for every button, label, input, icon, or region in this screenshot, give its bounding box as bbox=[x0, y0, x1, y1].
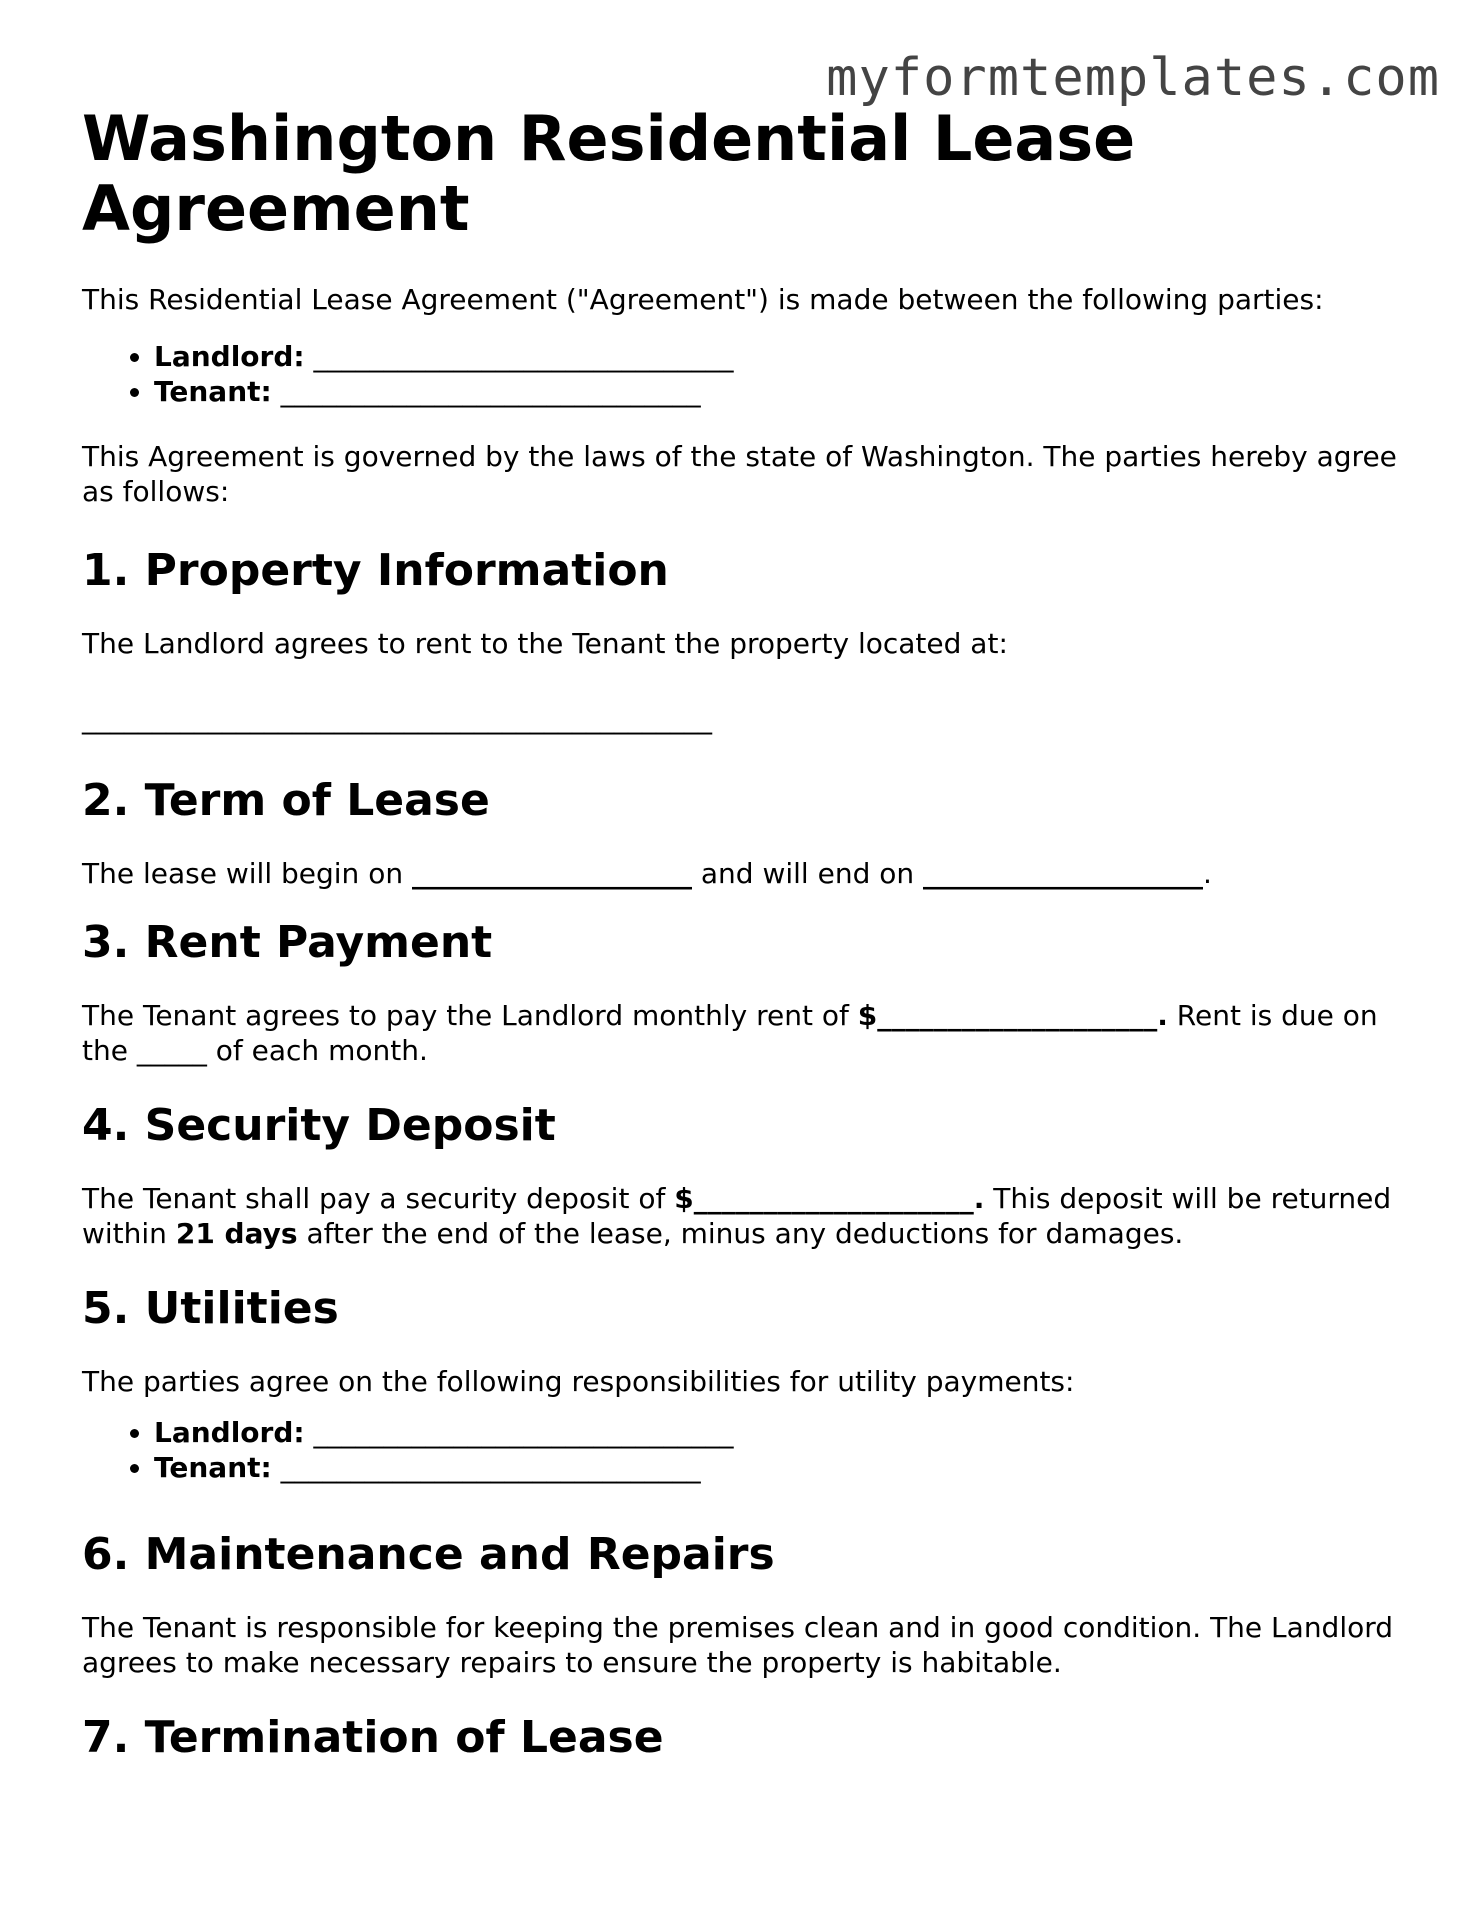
section-heading: 2. Term of Lease bbox=[82, 775, 490, 826]
property-address-blank[interactable]: _____________________________________________ bbox=[82, 702, 712, 735]
utilities-list bbox=[82, 1415, 1412, 1485]
section-heading: 5. Utilities bbox=[82, 1283, 339, 1334]
list-item bbox=[154, 339, 1412, 374]
intro-paragraph: This Residential Lease Agreement ("Agreement") is made between the following parties: bbox=[82, 283, 1324, 316]
deposit-paragraph bbox=[82, 1181, 1412, 1251]
deposit-text: This deposit will be returned within bbox=[82, 1182, 1392, 1250]
rent-amount-blank[interactable]: $____________________. bbox=[857, 999, 1168, 1032]
party-label: Landlord: bbox=[154, 340, 305, 373]
term-text: . bbox=[1203, 857, 1212, 890]
term-text: The lease will begin on bbox=[82, 857, 412, 890]
property-text: The Landlord agrees to rent to the Tenant the property located at: bbox=[82, 627, 1008, 660]
utility-label: Tenant: bbox=[154, 1451, 272, 1484]
document-body bbox=[82, 104, 1412, 1768]
governing-law-paragraph: This Agreement is governed by the laws of the state of Washington. The parties hereby agree as follows: bbox=[82, 440, 1397, 508]
start-date-blank[interactable]: ____________________ bbox=[411, 857, 692, 890]
deposit-text: The Tenant shall pay a security deposit of bbox=[82, 1182, 675, 1215]
list-item bbox=[154, 1415, 1412, 1450]
section-heading: 4. Security Deposit bbox=[82, 1100, 556, 1151]
section-heading: 1. Property Information bbox=[82, 545, 669, 596]
landlord-utilities-blank[interactable]: ______________________________ bbox=[313, 1416, 734, 1449]
rent-paragraph bbox=[82, 998, 1412, 1068]
deposit-text: after the end of the lease, minus any deductions for damages. bbox=[297, 1217, 1184, 1250]
party-label: Tenant: bbox=[154, 375, 272, 408]
rent-text: Rent is due on the bbox=[82, 999, 1378, 1067]
term-text: and will end on bbox=[691, 857, 924, 890]
list-item bbox=[154, 1450, 1412, 1485]
section-heading: 6. Maintenance and Repairs bbox=[82, 1529, 775, 1580]
term-paragraph bbox=[82, 856, 1412, 891]
tenant-name-blank[interactable]: ______________________________ bbox=[280, 375, 701, 408]
rent-text: The Tenant agrees to pay the Landlord monthly rent of bbox=[82, 999, 858, 1032]
document-title: Washington Residential Lease Agreement bbox=[82, 102, 1136, 245]
deposit-amount-blank[interactable]: $____________________. bbox=[674, 1182, 985, 1215]
utility-label: Landlord: bbox=[154, 1416, 305, 1449]
tenant-utilities-blank[interactable]: ______________________________ bbox=[280, 1451, 701, 1484]
section-heading: 3. Rent Payment bbox=[82, 917, 493, 968]
maintenance-text: The Tenant is responsible for keeping the premises clean and in good condition. The Landlord agrees to make necessary repairs to ensure the property is habitable. bbox=[82, 1611, 1394, 1679]
end-date-blank[interactable]: ____________________ bbox=[923, 857, 1204, 890]
rent-due-day-blank[interactable]: _____ bbox=[136, 1034, 207, 1067]
list-item bbox=[154, 374, 1412, 409]
deposit-return-days: 21 days bbox=[175, 1217, 298, 1250]
watermark: myformtemplates.com bbox=[826, 48, 1440, 108]
parties-list bbox=[82, 339, 1412, 409]
section-heading: 7. Termination of Lease bbox=[82, 1712, 664, 1763]
landlord-name-blank[interactable]: ______________________________ bbox=[313, 340, 734, 373]
rent-text: of each month. bbox=[206, 1034, 428, 1067]
utilities-text: The parties agree on the following responsibilities for utility payments: bbox=[82, 1365, 1075, 1398]
